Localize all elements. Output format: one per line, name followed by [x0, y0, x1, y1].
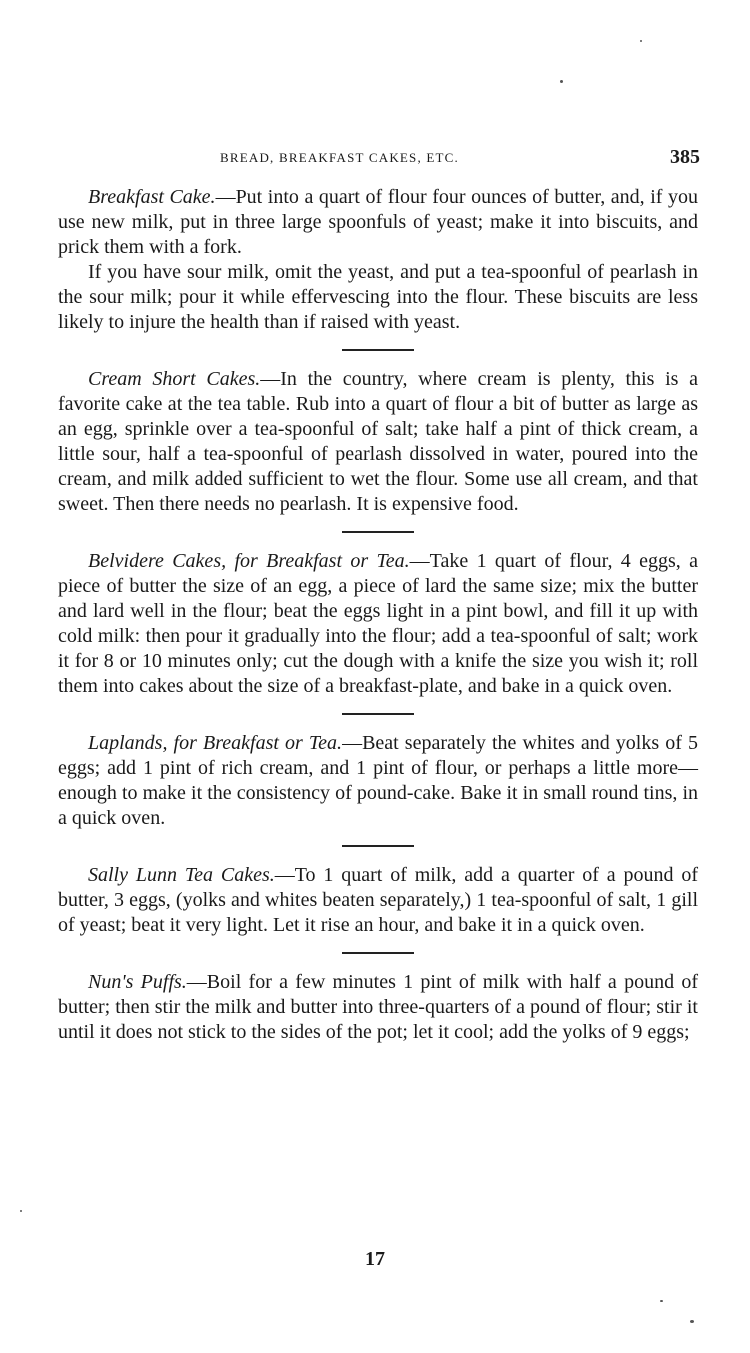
page-header [215, 146, 700, 170]
scan-speck [20, 1210, 22, 1212]
recipe-nuns-puffs [58, 970, 698, 1045]
scan-speck [640, 40, 642, 42]
scan-speck [690, 1320, 694, 1323]
recipe-text: —In the country, where cream is plenty, this is a favorite cake at the tea table. Rub into a quart of flour a bit of butter as large as an egg, sprinkle over a tea-spoonful of salt; take half a pint of thick cream, a little sour, half a tea-spoonful of pearlash dissolved in water, poured into the cream, and milk added sufficient to wet the flour. Some use all cream, and that sweet. Then there needs no pearlash. It is expensive food. [58, 368, 698, 515]
recipe-paragraph [58, 367, 698, 517]
recipe-laplands [58, 731, 698, 831]
section-divider [342, 713, 414, 715]
recipe-paragraph [58, 549, 698, 699]
page-body [58, 185, 698, 1045]
running-head: BREAD, BREAKFAST CAKES, ETC. [220, 150, 459, 165]
scan-speck [560, 80, 563, 83]
section-divider [342, 349, 414, 351]
signature-mark: 17 [365, 1248, 385, 1270]
page-number: 385 [670, 146, 700, 168]
recipe-cream-short-cakes [58, 367, 698, 517]
recipe-belvidere-cakes [58, 549, 698, 699]
section-divider [342, 952, 414, 954]
recipe-text: —Take 1 quart of flour, 4 eggs, a piece of butter the size of an egg, a piece of lard the same size; mix the butter and lard well in the flour; beat the eggs light in a pint bowl, and fill it up with cold milk: then pour it gradually into the flour; add a tea-spoonful of salt; work it for 8 or 10 minutes only; cut the dough with a knife the size you wish it; roll them into cakes about the size of a breakfast-plate, and bake in a quick oven. [58, 550, 699, 697]
recipe-text: —To 1 quart of milk, add a quarter of a pound of butter, 3 eggs, (yolks and whites beaten separately,) 1 tea-spoonful of salt, 1 gill of yeast; beat it very light. Let it rise an hour, and bake it in a quick oven. [58, 864, 699, 936]
recipe-paragraph [58, 185, 698, 260]
recipe-paragraph [58, 863, 698, 938]
recipe-title: Cream Short Cakes. [88, 368, 261, 390]
recipe-text: If you have sour milk, omit the yeast, and put a tea-spoonful of pearlash in the sour milk; pour it while effervescing into the flour. These biscuits are less likely to injure the health than if raised with yeast. [58, 261, 698, 333]
recipe-paragraph [58, 970, 698, 1045]
section-divider [342, 845, 414, 847]
recipe-text: —Put into a quart of flour four ounces of butter, and, if you use new milk, put in three large spoonfuls of yeast; make it into biscuits, and prick them with a fork. [58, 186, 698, 258]
recipe-sally-lunn-tea-cakes [58, 863, 698, 938]
section-divider [342, 531, 414, 533]
recipe-title: Laplands, for Breakfast or Tea. [88, 732, 343, 754]
recipe-title: Belvidere Cakes, for Breakfast or Tea. [88, 550, 410, 572]
recipe-title: Breakfast Cake. [88, 186, 216, 208]
recipe-title: Nun's Puffs. [88, 971, 187, 993]
recipe-text: —Beat separately the whites and yolks of 5 eggs; add 1 pint of rich cream, and 1 pint of flour, or perhaps a little more—enough to make it the consistency of pound-cake. Bake it in small round tins, in a quick oven. [58, 732, 698, 829]
recipe-text: —Boil for a few minutes 1 pint of milk with half a pound of butter; then stir the milk and butter into three-quarters of a pound of flour; stir it until it does not stick to the sides of the pot; let it cool; add the yolks of 9 eggs; [58, 971, 699, 1043]
recipe-paragraph [58, 731, 698, 831]
scan-speck [660, 1300, 663, 1302]
recipe-breakfast-cake [58, 185, 698, 335]
recipe-title: Sally Lunn Tea Cakes. [88, 864, 275, 886]
